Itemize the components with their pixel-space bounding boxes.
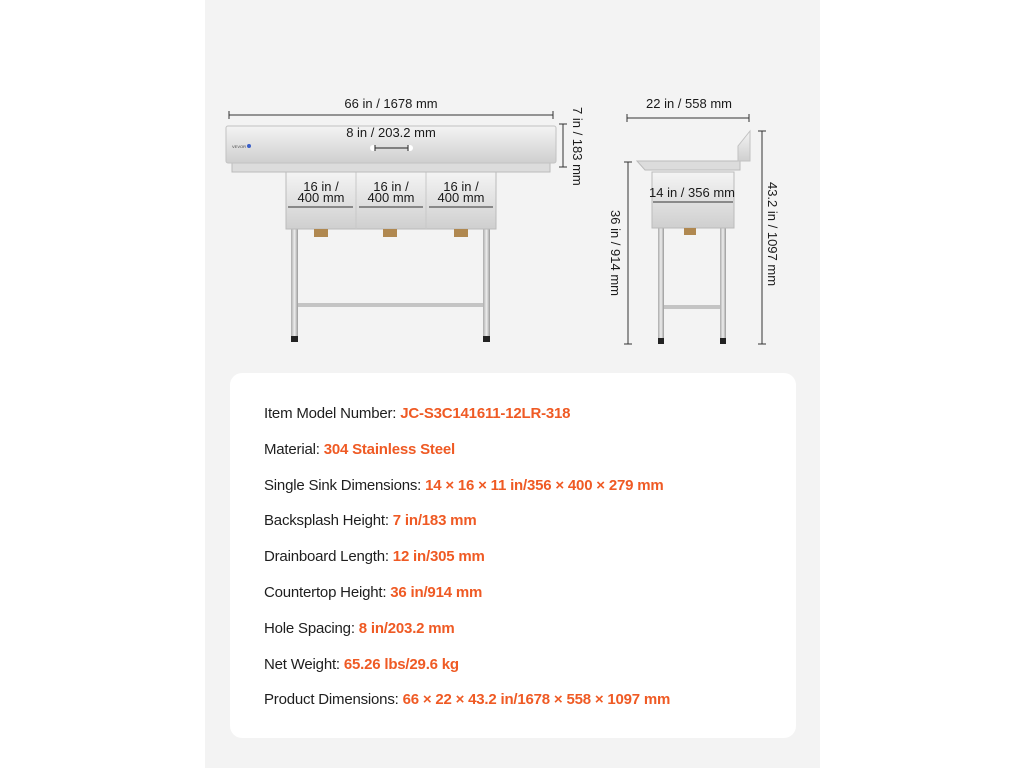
counter-height-label: 36 in / 914 mm <box>608 210 623 296</box>
bowl-width-dimensions <box>288 179 493 207</box>
spec-row <box>264 620 455 637</box>
side-view <box>608 96 780 344</box>
spec-label: Countertop Height: <box>264 584 391 601</box>
spec-row <box>264 477 664 494</box>
total-height-label: 43.2 in / 1097 mm <box>765 181 780 287</box>
front-legs <box>291 228 490 342</box>
spec-value: 7 in/183 mm <box>392 512 477 530</box>
spec-value: 12 in/305 mm <box>392 548 485 566</box>
spec-row <box>264 512 476 529</box>
spec-label: Single Sink Dimensions: <box>264 476 426 494</box>
overall-width-label: 66 in / 1678 mm <box>344 96 438 111</box>
bowl-3-width-line2: 400 mm <box>437 190 485 205</box>
spec-card <box>230 373 796 738</box>
bowl-depth-label: 14 in / 356 mm <box>649 185 735 200</box>
spec-label: Hole Spacing: <box>264 619 359 637</box>
hole-spacing-label: 8 in / 203.2 mm <box>346 125 436 140</box>
bowl-2-width-line2: 400 mm <box>367 190 415 205</box>
depth-label: 22 in / 558 mm <box>646 96 732 111</box>
spec-label: Product Dimensions: <box>264 691 403 709</box>
spec-value: 8 in/203.2 mm <box>358 619 455 637</box>
sink-dimension-drawing <box>0 0 1024 380</box>
drain-fittings <box>314 229 468 237</box>
backsplash-height-label: 7 in / 183 mm <box>570 107 585 186</box>
spec-row <box>264 405 570 422</box>
spec-row <box>264 548 485 565</box>
spec-row <box>264 691 670 708</box>
spec-label: Item Model Number: <box>264 405 401 422</box>
bowl-1-width-line2: 400 mm <box>297 190 345 205</box>
brand-logo: VEVOR <box>232 144 247 149</box>
spec-value: 14 × 16 × 11 in/356 × 400 × 279 mm <box>425 476 664 494</box>
spec-label: Material: <box>264 440 324 458</box>
spec-label: Backsplash Height: <box>264 512 393 530</box>
bowl-2-width-line1: 16 in / <box>373 179 409 194</box>
spec-label: Drainboard Length: <box>264 548 393 566</box>
bowl-1-width-line1: 16 in / <box>303 179 339 194</box>
spec-row <box>264 441 455 458</box>
spec-value: 304 Stainless Steel <box>323 440 455 458</box>
spec-label: Net Weight: <box>264 655 344 673</box>
spec-row <box>264 584 482 601</box>
bowl-3-width-line1: 16 in / <box>443 179 479 194</box>
spec-value: 36 in/914 mm <box>390 584 483 601</box>
spec-value: 66 × 22 × 43.2 in/1678 × 558 × 1097 mm <box>402 691 671 709</box>
spec-value: 65.26 lbs/29.6 kg <box>343 655 459 673</box>
front-view <box>226 96 585 342</box>
spec-value: JC-S3C141611-12LR-318 <box>400 405 571 422</box>
spec-row <box>264 656 459 673</box>
